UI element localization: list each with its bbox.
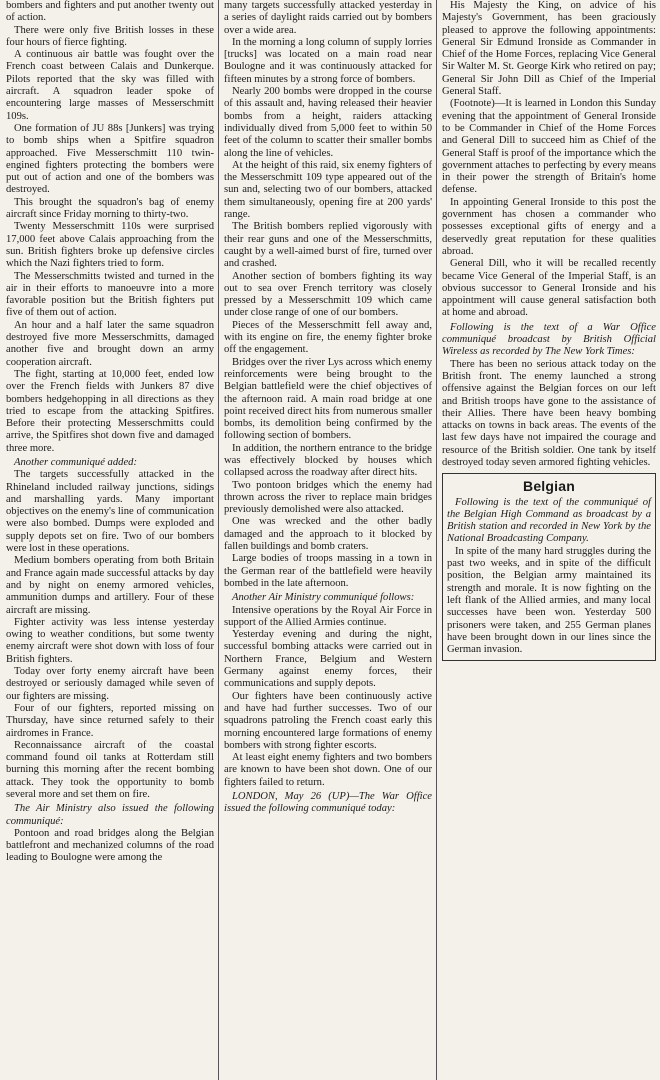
paragraph: The British bombers replied vigorously with their rear guns and one of the Messerschmitts, caught by a well-aimed burst of fire, turned over and crashed. [224,221,432,270]
subhead-paragraph: LONDON, May 26 (UP)—The War Office issued the following communiqué today: [224,791,432,815]
paragraph: There were only five British losses in these four hours of fierce fighting. [6,24,214,48]
paragraph: Today over forty enemy aircraft have been destroyed or seriously damaged while seven of our fighters are missing. [6,666,214,702]
belgian-box [442,473,656,661]
column-2 [218,0,436,1080]
paragraph: An hour and a half later the same squadron destroyed five more Messerschmitts, damaged another five and brought down an army cooperation aircraft. [6,319,214,368]
paragraph: Another section of bombers fighting its way out to sea over French territory was closely pressed by a Messerschmitt 109 which came under close range of one of our bombers. [224,270,432,319]
paragraph: Nearly 200 bombs were dropped in the course of this assault and, having released their heavier bombs from a height, raiders attacking individually dived from 5,000 feet to within 50 feet of the column to scatter their smaller bombs along the line of vehicles. [224,86,432,159]
paragraph: His Majesty the King, on advice of his Majesty's Government, has been graciously pleased to approve the following appointments: General Sir Edmund Ironside as Commander in Chief of the Home Forces, replacing Vice General Sir Walter M. St. George Kirk who retired on pay; General Sir John Dill as Chief of the Imperial General Staff. [442,0,656,98]
belgian-heading: Belgian [523,478,575,495]
paragraph: One was wrecked and the other badly damaged and the approach to it blocked by fallen buildings and bomb craters. [224,516,432,553]
subhead-paragraph: Following is the text of a War Office communiqué broadcast by British Official Wireless as recorded by The New York Times: [442,321,656,358]
paragraph: Pontoon and road bridges along the Belgian battlefront and mechanized columns of the road leading to Boulogne were among the [6,827,214,864]
paragraph: In the morning a long column of supply lorries [trucks] was located on a main road near Boulogne and it was continuously attacked for fifteen minutes by a strong force of bombers. [224,36,432,85]
paragraph: Pieces of the Messerschmitt fell away and, with its engine on fire, the enemy fighter broke off the engagement. [224,319,432,356]
subhead-paragraph: Another Air Ministry communiqué follows: [232,592,415,604]
paragraph: In appointing General Ironside to this post the government has chosen a commander who possesses exceptional gifts of energy and a deservedly great reputation for these qualities abroad. [442,196,656,257]
paragraph: At the height of this raid, six enemy fighters of the Messerschmitt 109 type appeared out of the sun and, selecting two of our bombers, attacked them simultaneously, opening fire at 200 yards' range. [224,159,432,221]
column-3-appointments [442,0,656,469]
paragraph: Reconnaissance aircraft of the coastal command found oil tanks at Rotterdam still burning this morning after the recent bombing attack. They took the opportunity to bomb several more and set them on fire. [6,739,214,800]
paragraph: The Messerschmitts twisted and turned in the air in their efforts to manoeuvre into a more favorable position but the British fighters put five of them out of action. [6,270,214,319]
column-1 [0,0,218,1080]
paragraph: Fighter activity was less intense yesterday owing to weather conditions, but some twenty enemy aircraft were shot down with loss of four British fighters. [6,616,214,665]
paragraph: In addition, the northern entrance to the bridge was effectively blocked by houses which collapsed across the roadway after direct hits. [224,442,432,479]
paragraph: There has been no serious attack today on the British front. The enemy launched a strong offensive against the Belgian forces on our left and British troops have gone to the assistance of their Allies. There have been heavy bombing attacks on towns in back areas. The events of the last few days have not impaired the courage and resource of the British soldier. One tank by itself destroyed today seven armored fighting vehicles. [442,358,656,468]
subhead-paragraph: The Air Ministry also issued the following communiqué: [6,803,214,827]
belgian-communique [447,497,651,657]
paragraph: many targets successfully attacked yesterday in a series of daylight raids carried out by bombers over a wide area. [224,0,432,36]
paragraph: One formation of JU 88s [Junkers] was trying to bomb ships when a Spitfire squadron approached. Five Messerschmitt 110 twin-engined fighters protecting the bombers were put out of action and one of the bombers was destroyed. [6,122,214,196]
subhead-paragraph: Following is the text of the communiqué of the Belgian High Command as broadcast by a British station and recorded in New York by the National Broadcasting Company. [447,496,651,545]
paragraph: Intensive operations by the Royal Air Force in support of the Allied Armies continue. [224,604,432,628]
column-rule [218,0,219,1080]
paragraph: Medium bombers operating from both Britain and France again made successful attacks by day and by night on enemy armored vehicles, ammunition dumps and artillery. Four of these aircraft are missing. [6,555,214,616]
paragraph: Four of our fighters, reported missing on Thursday, have since returned safely to their airdromes in France. [6,702,214,739]
paragraph: Yesterday evening and during the night, successful bombing attacks were carried out in Northern France, Belgium and Western Germany against enemy forces, their communications and supply depots. [224,629,432,690]
paragraph: In spite of the many hard struggles during the past two weeks, and in spite of the difficult position, the Belgian army maintained its strength and morale. It is now fighting on the left flank of the Allied armies, and many local successes have been won. Yesterday 500 prisoners were taken, and 255 German planes have been brought down in our lines since the German invasion. [447,545,651,656]
paragraph: The fight, starting at 10,000 feet, ended low over the French fields with Junkers 87 dive bombers hedgehopping in all directions as they tried to escape from the attacking Spitfires. Before their protecting Messerschmitts could arrive, the Spitfires shot down five and damaged three more. [6,368,214,454]
paragraph: Two pontoon bridges which the enemy had thrown across the river to replace main bridges previously demolished were also attacked. [224,479,432,516]
paragraph: This brought the squadron's bag of enemy aircraft since Friday morning to thirty-two. [6,196,214,221]
paragraph: The targets successfully attacked in the Rhineland included railway junctions, sidings and marshalling yards. Many important objectives on the enemy's line of communication were also bombed. Dumps were exploded and supply depots set on fire. Two of our bombers were lost in these operations. [6,469,214,555]
paragraph: bombers and fighters and put another twenty out of action. [6,0,214,24]
paragraph: (Footnote)—It is learned in London this Sunday evening that the appointment of General Ironside to be Commander in Chief of the Home Forces and General Dill to succeed him as Chief of the General Staff is proof of the importance which the government attaches to perfecting by every means in their power the strength of Britain's home defense. [442,98,656,196]
paragraph: General Dill, who it will be recalled recently became Vice General of the Imperial Staff, is an obvious successor to General Ironside and his appointment will cause general satisfaction both at home and abroad. [442,258,656,319]
column-3 [436,0,660,1080]
column-rule [436,0,437,1080]
paragraph: Bridges over the river Lys across which enemy reinforcements were being brought to the Belgian battlefield were the chief objectives of the afternoon raid. A main road bridge at one point received direct hits from numerous smaller bombs, its demolition being confirmed by the following section of bombers. [224,356,432,442]
paragraph: A continuous air battle was fought over the French coast between Calais and Dunkerque. Pilots reported that the sky was filled with aircraft. A squadron leader spoke of encountering large masses of Messerschmitt 109s. [6,49,214,122]
subhead-paragraph: Another communiqué added: [14,456,137,468]
paragraph: Our fighters have been continuously active and have had further successes. Two of our squadrons patroling the French coast early this morning encountered large formations of enemy bombers with strong fighter escorts. [224,690,432,751]
paragraph: Twenty Messerschmitt 110s were surprised 17,000 feet above Calais approaching from the sun. British fighters broke up defensive circles which the Nazi fighters tried to form. [6,221,214,270]
paragraph: Large bodies of troops massing in a town in the German rear of the battlefield were heavily bombed in the late afternoon. [224,553,432,589]
paragraph: At least eight enemy fighters and two bombers are known to have been shot down. One of our fighters failed to return. [224,752,432,788]
